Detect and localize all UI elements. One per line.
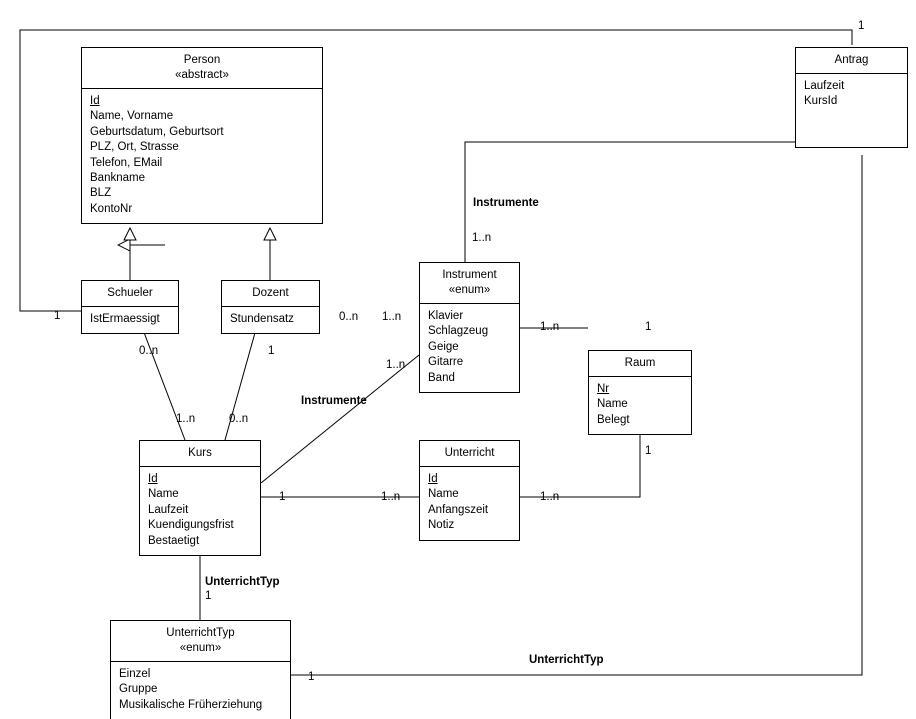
attribute: Nr — [597, 383, 610, 395]
attribute: BLZ — [90, 187, 112, 200]
attribute: Name — [597, 398, 628, 411]
class-name-schueler: Schueler — [107, 287, 153, 299]
association-label-unterrichttyp-kurs: UnterrichtTyp — [205, 576, 280, 588]
multiplicity-instrument-raum: 1..n — [540, 321, 560, 333]
multiplicity-instrument-dozent: 1..n — [382, 311, 402, 323]
class-name-kurs: Kurs — [188, 447, 212, 459]
multiplicity-kurs-instrument: 1..n — [386, 359, 406, 371]
attribute: Einzel — [119, 668, 151, 680]
attribute: KontoNr — [90, 202, 133, 215]
class-header-antrag — [796, 48, 907, 73]
multiplicity-raum-instrument: 1 — [645, 321, 652, 333]
attribute: Laufzeit — [148, 503, 189, 516]
attribute: Anfangszeit — [428, 503, 489, 516]
class-box-kurs[interactable] — [139, 440, 261, 556]
class-box-schueler[interactable] — [81, 280, 179, 334]
association-label-instrumente-antrag: Instrumente — [473, 197, 539, 209]
attribute: Geburtsdatum, Geburtsort — [90, 125, 224, 138]
class-attributes-raum — [589, 377, 691, 434]
class-attributes-unterrichttyp — [111, 662, 290, 719]
attribute: Stundensatz — [230, 313, 294, 325]
class-header-kurs — [140, 441, 260, 466]
attribute: Name — [148, 488, 179, 501]
class-box-unterricht[interactable] — [419, 440, 520, 541]
class-name-raum: Raum — [624, 357, 656, 369]
attribute: Id — [90, 95, 100, 107]
attribute: Telefon, EMail — [90, 156, 163, 169]
class-name-unterricht: Unterricht — [444, 447, 495, 459]
attribute: Name, Vorname — [90, 110, 174, 123]
attribute: Klavier — [428, 310, 464, 322]
class-attributes-dozent — [222, 307, 319, 333]
attribute: KursId — [804, 95, 838, 108]
class-name-dozent: Dozent — [252, 287, 289, 299]
attribute: Kuendigungsfrist — [148, 519, 234, 532]
attribute: Bestaetigt — [148, 534, 200, 547]
multiplicity-unterrichttyp-antrag: 1 — [308, 671, 315, 683]
multiplicity-dozent-instrument-left: 0..n — [339, 311, 359, 323]
class-header-unterrichttyp — [111, 621, 290, 661]
multiplicity-unterricht-kurs: 1..n — [381, 491, 401, 503]
attribute: Name — [428, 488, 459, 501]
multiplicity-schueler-kurs: 0..n — [139, 345, 159, 357]
multiplicity-kurs-unterricht: 1 — [279, 491, 286, 503]
multiplicity-kurs-schueler: 1..n — [176, 413, 196, 425]
attribute: Musikalische Früherziehung — [119, 698, 263, 711]
attribute: IstErmaessigt — [90, 313, 160, 325]
class-attributes-person — [82, 89, 322, 223]
multiplicity-instrument-antrag: 1..n — [472, 232, 492, 244]
multiplicity-schueler-antrag: 1 — [54, 310, 61, 322]
attribute: Id — [428, 473, 438, 485]
attribute: Bankname — [90, 172, 145, 185]
class-attributes-kurs — [140, 467, 260, 555]
attribute: Id — [148, 473, 158, 485]
class-box-instrument[interactable] — [419, 262, 520, 393]
association-label-unterrichttyp-antrag: UnterrichtTyp — [529, 654, 604, 666]
attribute: Band — [428, 371, 455, 384]
class-name-unterrichttyp: UnterrichtTyp — [166, 627, 235, 639]
multiplicity-kurs-dozent: 0..n — [229, 413, 249, 425]
multiplicity-kurs-unterrichttyp: 1 — [205, 590, 212, 602]
class-stereotype-instrument: «enum» — [448, 284, 491, 296]
class-header-schueler — [82, 281, 178, 306]
attribute: Geige — [428, 340, 459, 353]
class-box-person[interactable] — [81, 47, 323, 224]
class-header-person — [82, 48, 322, 88]
class-box-dozent[interactable] — [221, 280, 320, 334]
class-attributes-unterricht — [420, 467, 519, 540]
class-box-unterrichttyp[interactable] — [110, 620, 291, 719]
attribute: Notiz — [428, 519, 455, 532]
class-header-unterricht — [420, 441, 519, 466]
attribute: Laufzeit — [804, 80, 845, 92]
multiplicity-raum-unterricht: 1 — [645, 445, 652, 457]
class-header-raum — [589, 351, 691, 376]
class-header-instrument — [420, 263, 519, 303]
class-name-antrag: Antrag — [834, 54, 869, 66]
attribute: Schlagzeug — [428, 325, 489, 338]
multiplicity-antrag-top: 1 — [858, 20, 865, 32]
class-stereotype-person: «abstract» — [175, 69, 229, 81]
multiplicity-unterricht-raum: 1..n — [540, 491, 560, 503]
attribute: PLZ, Ort, Strasse — [90, 141, 179, 154]
class-name-person: Person — [183, 54, 221, 66]
attribute: Gruppe — [119, 683, 158, 696]
class-stereotype-unterrichttyp: «enum» — [179, 642, 222, 654]
class-attributes-instrument — [420, 304, 519, 392]
association-label-instrumente-kurs: Instrumente — [301, 395, 367, 407]
multiplicity-dozent-kurs: 1 — [268, 345, 275, 357]
class-attributes-schueler — [82, 307, 178, 333]
class-attributes-antrag — [796, 74, 907, 147]
class-header-dozent — [222, 281, 319, 306]
attribute: Gitarre — [428, 356, 464, 369]
class-box-raum[interactable] — [588, 350, 692, 435]
class-name-instrument: Instrument — [442, 269, 497, 281]
class-box-antrag[interactable] — [795, 47, 908, 148]
attribute: Belegt — [597, 413, 630, 426]
